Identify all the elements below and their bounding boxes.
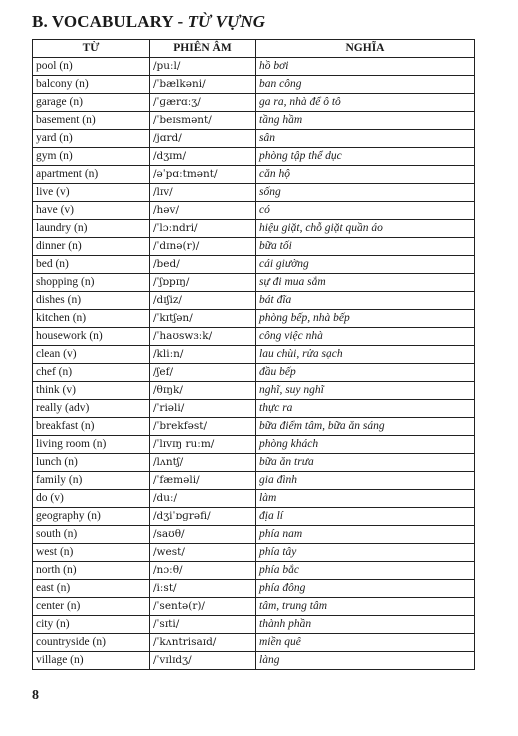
meaning-cell: sự đi mua sắm bbox=[256, 274, 475, 292]
ipa-cell: /ˈfæməli/ bbox=[150, 472, 256, 490]
word-cell: live (v) bbox=[33, 184, 150, 202]
meaning-cell: địa lí bbox=[256, 508, 475, 526]
table-row bbox=[33, 202, 475, 220]
ipa-cell: /ˈbeɪsmənt/ bbox=[150, 112, 256, 130]
meaning-cell: nghĩ, suy nghĩ bbox=[256, 382, 475, 400]
ipa-cell: /dʒɪm/ bbox=[150, 148, 256, 166]
word-cell: bed (n) bbox=[33, 256, 150, 274]
word-cell: basement (n) bbox=[33, 112, 150, 130]
word-cell: dishes (n) bbox=[33, 292, 150, 310]
meaning-cell: đầu bếp bbox=[256, 364, 475, 382]
table-row bbox=[33, 634, 475, 652]
meaning-cell: căn hộ bbox=[256, 166, 475, 184]
table-row bbox=[33, 598, 475, 616]
table-header-row bbox=[33, 40, 475, 58]
table-row bbox=[33, 472, 475, 490]
ipa-cell: /ˈkɪtʃən/ bbox=[150, 310, 256, 328]
table-row bbox=[33, 76, 475, 94]
meaning-cell: sân bbox=[256, 130, 475, 148]
ipa-cell: /iːst/ bbox=[150, 580, 256, 598]
word-cell: think (v) bbox=[33, 382, 150, 400]
ipa-cell: /θɪŋk/ bbox=[150, 382, 256, 400]
meaning-cell: thực ra bbox=[256, 400, 475, 418]
word-cell: garage (n) bbox=[33, 94, 150, 112]
ipa-cell: /ˈlɔːndri/ bbox=[150, 220, 256, 238]
meaning-cell: ban công bbox=[256, 76, 475, 94]
meaning-cell: miền quê bbox=[256, 634, 475, 652]
word-cell: really (adv) bbox=[33, 400, 150, 418]
table-row bbox=[33, 292, 475, 310]
page-number: 8 bbox=[32, 688, 39, 703]
word-cell: center (n) bbox=[33, 598, 150, 616]
table-row bbox=[33, 112, 475, 130]
table-row bbox=[33, 490, 475, 508]
word-cell: have (v) bbox=[33, 202, 150, 220]
vocabulary-table bbox=[32, 39, 475, 670]
table-row bbox=[33, 652, 475, 670]
ipa-cell: /ʃef/ bbox=[150, 364, 256, 382]
ipa-cell: /həv/ bbox=[150, 202, 256, 220]
meaning-cell: gia đình bbox=[256, 472, 475, 490]
meaning-cell: ga ra, nhà để ô tô bbox=[256, 94, 475, 112]
meaning-cell: lau chùi, rửa sạch bbox=[256, 346, 475, 364]
meaning-cell: thành phần bbox=[256, 616, 475, 634]
word-cell: kitchen (n) bbox=[33, 310, 150, 328]
meaning-cell: phía nam bbox=[256, 526, 475, 544]
meaning-cell: bát đĩa bbox=[256, 292, 475, 310]
word-cell: balcony (n) bbox=[33, 76, 150, 94]
word-cell: gym (n) bbox=[33, 148, 150, 166]
ipa-cell: /kliːn/ bbox=[150, 346, 256, 364]
table-row bbox=[33, 148, 475, 166]
meaning-cell: công việc nhà bbox=[256, 328, 475, 346]
table-row bbox=[33, 364, 475, 382]
ipa-cell: /puːl/ bbox=[150, 58, 256, 76]
word-cell: do (v) bbox=[33, 490, 150, 508]
column-header-meaning: NGHĨA bbox=[256, 40, 475, 58]
table-row bbox=[33, 346, 475, 364]
word-cell: apartment (n) bbox=[33, 166, 150, 184]
ipa-cell: /əˈpɑːtmənt/ bbox=[150, 166, 256, 184]
word-cell: living room (n) bbox=[33, 436, 150, 454]
word-cell: lunch (n) bbox=[33, 454, 150, 472]
ipa-cell: /ˈsɪti/ bbox=[150, 616, 256, 634]
word-cell: pool (n) bbox=[33, 58, 150, 76]
meaning-cell: tâm, trung tâm bbox=[256, 598, 475, 616]
table-row bbox=[33, 220, 475, 238]
ipa-cell: /ˈkʌntrisaɪd/ bbox=[150, 634, 256, 652]
ipa-cell: /nɔːθ/ bbox=[150, 562, 256, 580]
word-cell: shopping (n) bbox=[33, 274, 150, 292]
meaning-cell: cái giường bbox=[256, 256, 475, 274]
ipa-cell: /ˈhaʊswɜːk/ bbox=[150, 328, 256, 346]
word-cell: dinner (n) bbox=[33, 238, 150, 256]
word-cell: laundry (n) bbox=[33, 220, 150, 238]
meaning-cell: có bbox=[256, 202, 475, 220]
ipa-cell: /lʌntʃ/ bbox=[150, 454, 256, 472]
column-header-word: TỪ bbox=[33, 40, 150, 58]
word-cell: east (n) bbox=[33, 580, 150, 598]
table-row bbox=[33, 508, 475, 526]
table-row bbox=[33, 130, 475, 148]
word-cell: south (n) bbox=[33, 526, 150, 544]
meaning-cell: phía tây bbox=[256, 544, 475, 562]
ipa-cell: /ˈbælkəni/ bbox=[150, 76, 256, 94]
meaning-cell: hồ bơi bbox=[256, 58, 475, 76]
ipa-cell: /ˈriəli/ bbox=[150, 400, 256, 418]
meaning-cell: phía đông bbox=[256, 580, 475, 598]
table-row bbox=[33, 94, 475, 112]
meaning-cell: phòng khách bbox=[256, 436, 475, 454]
table-row bbox=[33, 238, 475, 256]
meaning-cell: phía bắc bbox=[256, 562, 475, 580]
meaning-cell: sống bbox=[256, 184, 475, 202]
word-cell: village (n) bbox=[33, 652, 150, 670]
table-row bbox=[33, 454, 475, 472]
word-cell: north (n) bbox=[33, 562, 150, 580]
table-row bbox=[33, 310, 475, 328]
meaning-cell: hiệu giặt, chỗ giặt quần áo bbox=[256, 220, 475, 238]
word-cell: chef (n) bbox=[33, 364, 150, 382]
table-row bbox=[33, 526, 475, 544]
meaning-cell: bữa tối bbox=[256, 238, 475, 256]
word-cell: geography (n) bbox=[33, 508, 150, 526]
word-cell: countryside (n) bbox=[33, 634, 150, 652]
table-row bbox=[33, 256, 475, 274]
meaning-cell: bữa điểm tâm, bữa ăn sáng bbox=[256, 418, 475, 436]
meaning-cell: bữa ăn trưa bbox=[256, 454, 475, 472]
ipa-cell: /jɑrd/ bbox=[150, 130, 256, 148]
section-title-en: B. VOCABULARY - bbox=[32, 12, 188, 31]
column-header-ipa: PHIÊN ÂM bbox=[150, 40, 256, 58]
table-row bbox=[33, 436, 475, 454]
table-row bbox=[33, 166, 475, 184]
table-row bbox=[33, 562, 475, 580]
table-row bbox=[33, 328, 475, 346]
table-row bbox=[33, 400, 475, 418]
table-row bbox=[33, 418, 475, 436]
table-row bbox=[33, 616, 475, 634]
word-cell: clean (v) bbox=[33, 346, 150, 364]
section-title bbox=[32, 12, 265, 32]
ipa-cell: /bed/ bbox=[150, 256, 256, 274]
table-row bbox=[33, 580, 475, 598]
ipa-cell: /ˈɡærɑːʒ/ bbox=[150, 94, 256, 112]
ipa-cell: /ˈvɪlɪdʒ/ bbox=[150, 652, 256, 670]
ipa-cell: /dʒiˈɒɡrəfi/ bbox=[150, 508, 256, 526]
ipa-cell: /saʊθ/ bbox=[150, 526, 256, 544]
table-row bbox=[33, 544, 475, 562]
meaning-cell: làm bbox=[256, 490, 475, 508]
ipa-cell: /ˈbrekfəst/ bbox=[150, 418, 256, 436]
ipa-cell: /ˈsentə(r)/ bbox=[150, 598, 256, 616]
ipa-cell: /duː/ bbox=[150, 490, 256, 508]
ipa-cell: /lɪv/ bbox=[150, 184, 256, 202]
word-cell: breakfast (n) bbox=[33, 418, 150, 436]
vocabulary-table-body bbox=[33, 58, 475, 670]
meaning-cell: phòng tập thể dục bbox=[256, 148, 475, 166]
section-title-vi: TỪ VỰNG bbox=[187, 12, 266, 31]
meaning-cell: phòng bếp, nhà bếp bbox=[256, 310, 475, 328]
table-row bbox=[33, 382, 475, 400]
word-cell: housework (n) bbox=[33, 328, 150, 346]
word-cell: family (n) bbox=[33, 472, 150, 490]
meaning-cell: làng bbox=[256, 652, 475, 670]
table-row bbox=[33, 274, 475, 292]
word-cell: west (n) bbox=[33, 544, 150, 562]
meaning-cell: tầng hầm bbox=[256, 112, 475, 130]
ipa-cell: /west/ bbox=[150, 544, 256, 562]
ipa-cell: /ˈʃɒpɪŋ/ bbox=[150, 274, 256, 292]
ipa-cell: /dɪʃiz/ bbox=[150, 292, 256, 310]
table-row bbox=[33, 184, 475, 202]
ipa-cell: /ˈlɪvɪŋ ruːm/ bbox=[150, 436, 256, 454]
word-cell: city (n) bbox=[33, 616, 150, 634]
word-cell: yard (n) bbox=[33, 130, 150, 148]
table-row bbox=[33, 58, 475, 76]
ipa-cell: /ˈdɪnə(r)/ bbox=[150, 238, 256, 256]
